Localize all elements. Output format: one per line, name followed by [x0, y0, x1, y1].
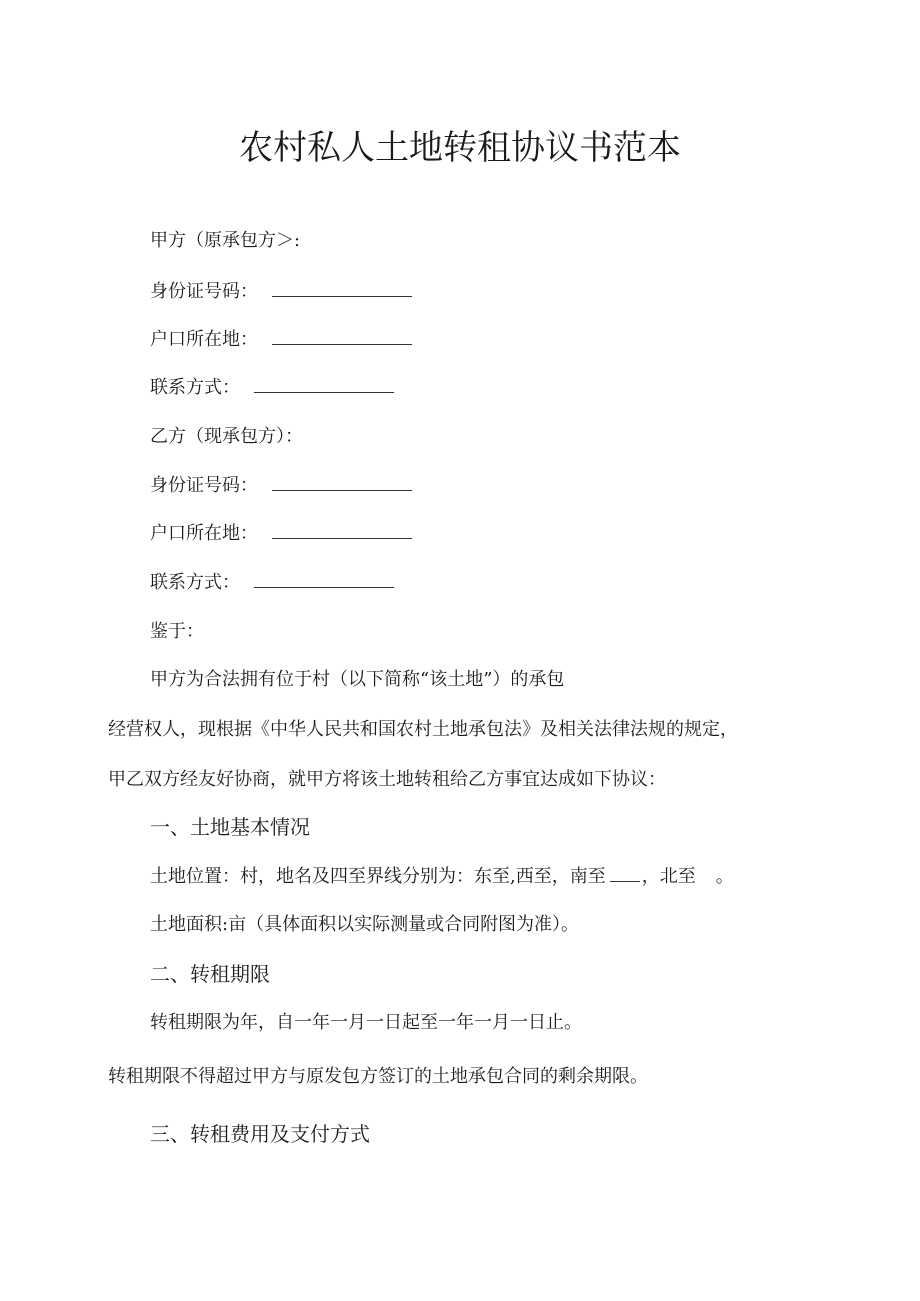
party-b-id-blank — [272, 472, 412, 491]
term-line: 转租期限为年，自一年一月一日起至一年一月一日止。 — [150, 1012, 582, 1033]
land-location-prefix: 土地位置：村，地名及四至界线分别为：东至,西至，南至 — [150, 866, 606, 887]
section-3-heading: 三、转租费用及支付方式 — [150, 1122, 370, 1146]
party-b-contact-line — [150, 569, 394, 596]
land-location-line — [150, 863, 734, 890]
whereas-line-2: 经营权人，现根据《中华人民共和国农村土地承包法》及相关法律法规的规定， — [108, 719, 738, 740]
party-a-contact-blank — [254, 374, 394, 393]
document-title: 农村私人土地转租协议书范本 — [239, 128, 681, 168]
party-b-contact-blank — [254, 569, 394, 588]
party-b-label-text: 乙方（现承包方）： — [150, 426, 303, 447]
party-b-hukou-label: 户口所在地： — [150, 523, 258, 544]
south-boundary-blank — [610, 863, 640, 882]
party-a-hukou-blank — [272, 326, 412, 345]
whereas-line-3: 甲乙双方经友好协商，就甲方将该土地转租给乙方事宜达成如下协议： — [108, 769, 666, 790]
section-1-heading: 一、土地基本情况 — [150, 815, 310, 839]
party-a-id-blank — [272, 278, 412, 297]
party-a-id-label: 身份证号码： — [150, 281, 258, 302]
party-b-id-label: 身份证号码： — [150, 475, 258, 496]
party-b-label — [150, 424, 303, 450]
land-location-end: 。 — [715, 866, 734, 887]
section-2-heading: 二、转租期限 — [150, 962, 270, 986]
party-a-label — [150, 228, 300, 254]
party-a-label-text: 甲方（原承包方＞: — [150, 230, 301, 251]
party-b-contact-label: 联系方式： — [150, 572, 240, 593]
party-b-hukou-line — [150, 520, 412, 547]
north-boundary-blank — [700, 864, 714, 882]
party-a-contact-line — [150, 374, 394, 401]
land-area-line: 土地面积:亩（具体面积以实际测量或合同附图为准）。 — [150, 914, 580, 935]
term-limit-line: 转租期限不得超过甲方与原发包方签订的土地承包合同的剩余期限。 — [108, 1066, 648, 1087]
party-a-hukou-label: 户口所在地： — [150, 329, 258, 350]
party-a-hukou-line — [150, 326, 412, 353]
land-location-middle: ，北至 — [641, 866, 696, 887]
party-a-id-line — [150, 278, 412, 305]
whereas-line-1: 甲方为合法拥有位于村（以下简称“该土地”）的承包 — [150, 669, 565, 690]
party-a-contact-label: 联系方式： — [150, 377, 240, 398]
party-b-id-line — [150, 472, 412, 499]
party-b-hukou-blank — [272, 520, 412, 539]
whereas-label: 鉴于： — [150, 621, 204, 642]
